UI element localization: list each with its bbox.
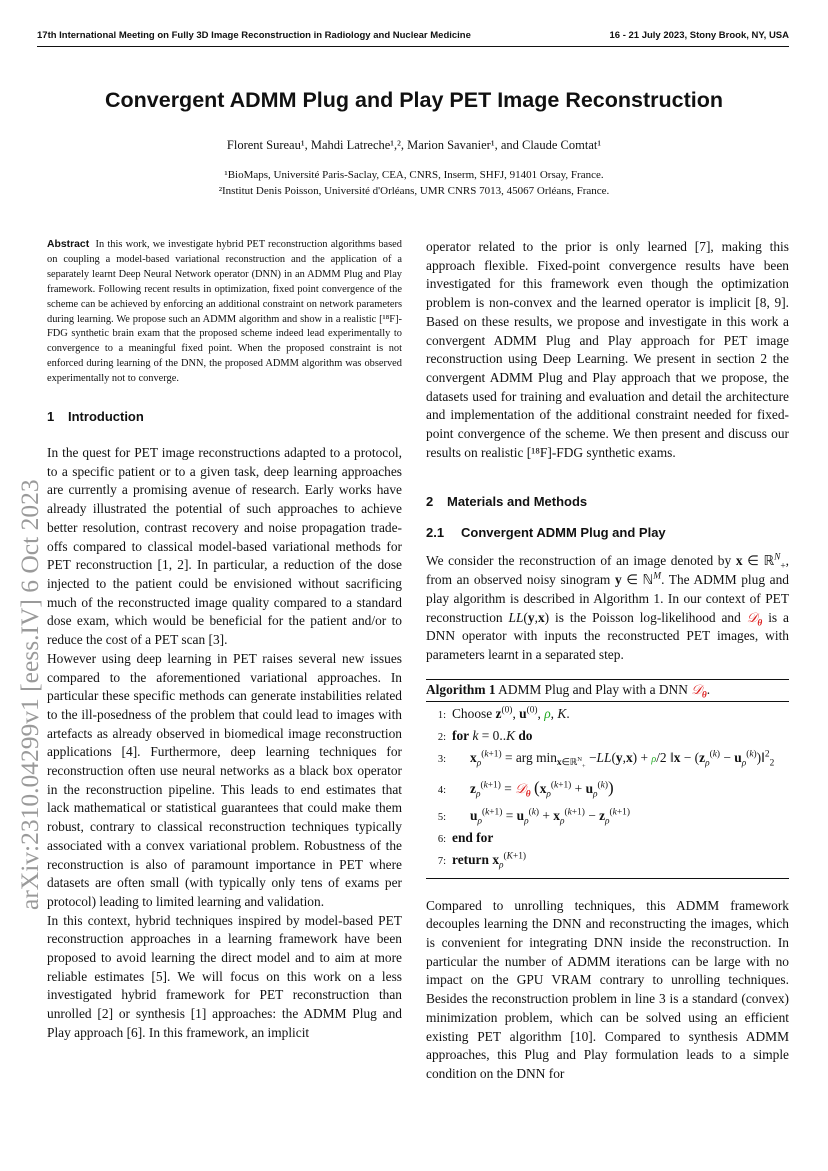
intro-paragraph-2: However using deep learning in PET raises several new issues compared to the aforementioned variational approaches. In particular these specific methods can generate instabilities related to the ill-posedness of the problem that could lead to images with artefacts as already observed in biomedical image reconstruction applications [4]. Furthermore, deep learning techniques for reconstruction often use neural networks as a black box operator in the reconstruction pipeline. This leads to end estimates that lack mathematical or statistical guarantees that could make them robust, contrary to classical reconstruction techniques typically associated with a convex variational problem. Robustness of the reconstruction is also of paramount importance in PET where datasets are often small (with typically only tens of exams per protocol) leading to limited learning and validation. <box>47 650 402 909</box>
arxiv-watermark <box>8 370 48 910</box>
affiliation-2: ²Institut Denis Poisson, Université d'Orléans, UMR CNRS 7013, 45067 Orléans, France. <box>218 185 610 197</box>
algo-line-5: 5: $u_\rho^{(k+1)} = u_\rho^{(k)} + x_\rho^{(k+1)} - z_\rho^{(k+1)}$ <box>437 807 630 827</box>
algo-line-2: 2: for k = 0..K do <box>437 727 533 743</box>
right-column <box>426 238 789 1084</box>
algorithm-caption: Algorithm 1 ADMM Plug and Play with a DNN 𝒟$_\theta$. <box>426 680 789 702</box>
algo-line-1: 1: Choose $z^{(0)}$, $u^{(0)}$, ρ, K. <box>437 705 570 721</box>
algo-line-6: 6: end for <box>437 829 494 845</box>
watermark-text: arXiv:2310.04299v1 [eess.IV] 6 Oct 2023 <box>15 479 44 910</box>
section-heading-methods: 2 Materials and Methods <box>426 494 588 510</box>
section-heading-introduction: 1 Introduction <box>47 409 144 425</box>
algo-line-4: 4: $z_\rho^{(k+1)}$ = 𝒟$_\theta$ $(x_\rho^{(k+1)} + u_\rho^{(k)})$ <box>437 777 614 800</box>
right-paragraph-1: operator related to the prior is only learned [7], making this approach flexible. Fixed-point convergence results have been investigated for this framework even though the optimization problem is non-convex and the learned operator is implicit [8, 9]. Based on these results, we propose and investigate in this work a convergent ADMM Plug and Play approach for PET image reconstruction using Deep Learning. We present in section 2 the convergent ADMM Plug and Play approach that we propose, the datasets used for training and evaluation and detail the architecture and implementation of the additional constraint needed for fixed-point convergence of the scheme. We then present and discuss our results on realistic [¹⁸F]-FDG synthetic exams. <box>426 239 789 460</box>
right-paragraph-2: Compared to unrolling techniques, this ADMM framework decouples learning the DNN and reconstructing the images, which is convenient for integrating DNN inside the reconstruction. In particular the number of ADMM iterations can be large with no impact on the GPU VRAM contrary to unrolling techniques. Besides the reconstruction problem in line 3 is a standard (convex) minimization problem, which can be solved using an efficient existing PET algorithm [10]. Compared to synthesis ADMM approaches, this Plug and Play formulation leads to a simple condition on the DNN for <box>426 897 789 1081</box>
header-conference: 17th International Meeting on Fully 3D Image Reconstruction in Radiology and Nuclear Medicine <box>37 30 471 41</box>
intro-paragraph-1: In the quest for PET image reconstructions adapted to a protocol, to a specific patient or to a given task, deep learning approaches are currently a promising avenue of research. Early works have already illustrated the potential of such approaches to achieve better resolution, contrast recovery and noise propagation trade-offs compared to classical model-based variational methods for PET reconstruction [1, 2]. In particular, a reduction of the dose injected to the patient could be envisioned without sacrificing much of the reconstructed image quality compared to a standard dose exam, which would be beneficial for the patient and/or to reduce the cost of a PET scan [3]. <box>47 445 402 648</box>
affiliations <box>0 167 828 199</box>
algo-line-3: 3: $x_\rho^{(k+1)}$ = arg $\min_{x\in ℝ^N_+} -LL(y,x) + \rho/2$ ‖x − ($z_\rho^{(k)}$ − $u_\rho^{(k)})‖^2_2$ <box>437 749 775 771</box>
affiliation-1: ¹BioMaps, Université Paris-Saclay, CEA, CNRS, Inserm, SHFJ, 91401 Orsay, France. <box>224 169 604 181</box>
algorithm-1 <box>426 679 789 879</box>
abstract <box>47 238 402 387</box>
methods-paragraph: We consider the reconstruction of an image denoted by x ∈ ℝ$^N_+$, from an observed noisy sinogram y ∈ ℕ$^M$. The ADMM plug and play algorithm is described in Algorithm 1. In our context of PET reconstruction LL(y,x) is the Poisson log-likelihood and 𝒟$_\theta$ is a DNN operator with inputs the reconstructed PET images, with parameters learnt in a separated step. <box>426 552 789 662</box>
header-rule <box>37 46 789 47</box>
paper-title: Convergent ADMM Plug and Play PET Image Reconstruction <box>104 88 723 112</box>
intro-paragraph-3: In this context, hybrid techniques inspired by model-based PET reconstruction approaches in a learning framework have been proposed to avoid learning the direct model and to aim at more reliable estimates [5]. We will focus on this work on a less investigated hybrid framework for PET reconstruction than unrolled [2] or synthesis [1] approaches: the ADMM Plug and Play approach [6]. In this framework, an implicit <box>47 912 402 1040</box>
left-column <box>47 238 402 1043</box>
author-list: Florent Sureau¹, Mahdi Latreche¹,², Marion Savanier¹, and Claude Comtat¹ <box>226 138 602 152</box>
running-header <box>37 30 789 44</box>
abstract-text: In this work, we investigate hybrid PET reconstruction algorithms based on coupling a model-based variational reconstruction and the application of a separately learnt Deep Neural Network operator (DNN) in an ADMM Plug and Play framework. Following recent results in optimization, fixed point convergence of the scheme can be achieved by enforcing an additional constraint on network parameters during learning. We propose such an ADMM algorithm and show in a realistic [¹⁸F]-FDG synthetic brain exam that the proposed scheme indeed lead experimentally to convergence to a meaningful fixed point. When the proposed constraint is not enforced during learning of the DNN, the proposed ADMM algorithm was observed experimentally not to converge. <box>47 239 402 385</box>
header-dates: 16 - 21 July 2023, Stony Brook, NY, USA <box>609 30 789 41</box>
abstract-label: Abstract <box>47 239 90 250</box>
algo-line-7: 7: return $x_\rho^{(K+1)}$ <box>437 851 527 871</box>
subsection-heading-admm: 2.1 Convergent ADMM Plug and Play <box>426 525 666 541</box>
